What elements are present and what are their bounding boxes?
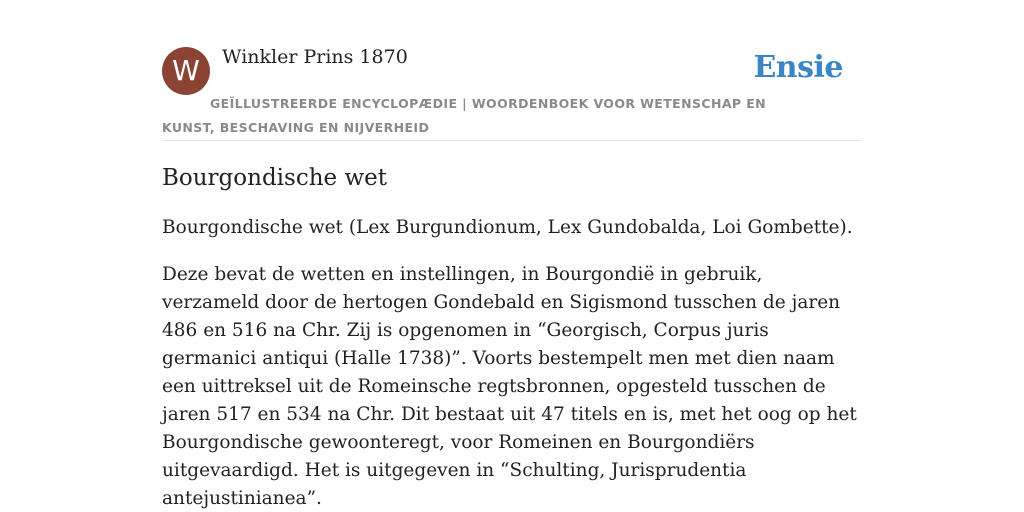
article-lead: Bourgondische wet (Lex Burgundionum, Lex Gundobalda, Loi Gombette).: [162, 217, 853, 238]
header: [162, 44, 862, 141]
ensie-logo[interactable]: Ensie: [753, 50, 843, 85]
article-body: Deze bevat de wetten en instellingen, in Bourgondië in gebruik, verzameld door de hertogen Gondebald en Sigismond tusschen de jaren 486 en 516 na Chr. Zij is opgenomen in “Georgisch, Corpus juris germanici antiqui (Halle 1738)”. Voorts bestempelt men met dien naam een uittreksel uit de Romeinsche regtsbronnen, opgesteld tusschen de jaren 517 en 534 na Chr. Dit bestaat uit 47 titels en is, met het oog op het Bourgondische gewoonteregt, voor Romeinen en Bourgondiërs uitgevaardigd. Het is uitgegeven in “Schulting, Jurisprudentia antejustinianea”.: [162, 264, 857, 509]
source-avatar[interactable]: W: [162, 47, 210, 95]
source-title-link[interactable]: Winkler Prins 1870: [222, 46, 408, 68]
article-title: Bourgondische wet: [162, 165, 387, 191]
source-subtitle: GEÏLLUSTREERDE ENCYCLOPÆDIE | WOORDENBOEK VOOR WETENSCHAP EN KUNST, BESCHAVING EN NIJVERHEID: [162, 96, 767, 135]
article: [162, 160, 862, 512]
